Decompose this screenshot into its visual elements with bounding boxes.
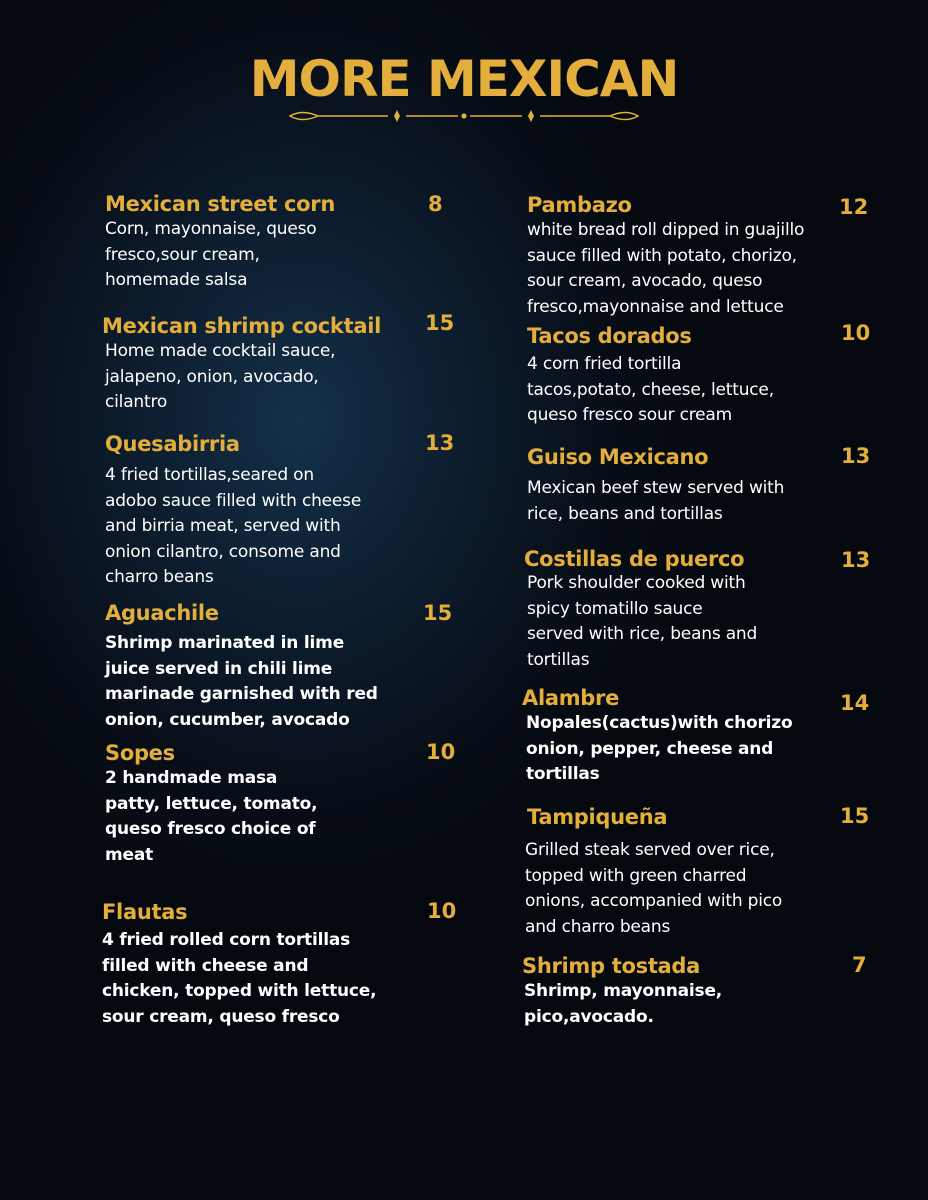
item-price: 15 [425,311,455,335]
item-name: Sopes [105,741,175,765]
item-name: Quesabirria [105,432,240,456]
item-name: Tacos dorados [527,324,692,348]
menu-item-mexican-street-corn [105,191,335,294]
item-name: Mexican street corn [105,192,335,216]
menu-item-costillas-de-puerco [524,547,757,673]
title-divider-ornament [288,108,640,124]
item-price: 15 [840,804,870,828]
item-description: 4 fried rolled corn tortillas filled with cheese and chicken, topped with lettuce, sour cream, queso fresco [102,930,377,1027]
item-description: Pork shoulder cooked with spicy tomatillo sauce served with rice, beans and tortillas [527,573,758,670]
menu-item-tampiquena [527,804,782,940]
item-price: 8 [428,192,443,216]
page-title: MORE MEXICAN [249,50,679,108]
menu-item-mexican-shrimp-cocktail [102,313,381,416]
item-name: Aguachile [105,601,219,625]
item-price: 13 [841,548,871,572]
item-description: Home made cocktail sauce, jalapeno, onion, avocado, cilantro [105,341,336,412]
item-name: Alambre [522,686,620,710]
item-name: Mexican shrimp cocktail [102,314,381,338]
menu-item-pambazo [527,192,804,320]
menu-item-sopes [105,740,317,868]
item-description: Shrimp, mayonnaise, pico,avocado. [524,981,723,1027]
item-name: Guiso Mexicano [527,445,709,469]
item-description: 2 handmade masa patty, lettuce, tomato, queso fresco choice of meat [105,768,318,865]
item-price: 10 [427,899,457,923]
menu-item-tacos-dorados [527,323,774,429]
menu-item-quesabirria [105,431,361,591]
item-description: Shrimp marinated in lime juice served in chili lime marinade garnished with red onion, cucumber, avocado [105,633,378,730]
menu-item-aguachile [105,600,378,733]
item-price: 10 [426,740,456,764]
menu-item-guiso-mexicano [527,444,784,527]
item-name: Shrimp tostada [522,954,701,978]
item-name: Flautas [102,900,188,924]
item-price: 12 [839,195,869,219]
menu-item-shrimp-tostada [522,953,722,1030]
item-name: Pambazo [527,193,632,217]
item-price: 15 [423,601,453,625]
item-price: 10 [841,321,871,345]
item-description: 4 corn fried tortilla tacos,potato, cheese, lettuce, queso fresco sour cream [527,354,774,425]
item-description: Corn, mayonnaise, queso fresco,sour cream, homemade salsa [105,219,317,290]
item-description: Mexican beef stew served with rice, beans and tortillas [527,478,785,524]
item-price: 13 [425,431,455,455]
item-description: Nopales(cactus)with chorizo onion, pepper, cheese and tortillas [526,713,793,784]
item-price: 14 [840,691,870,715]
item-price: 13 [841,444,871,468]
item-description: Grilled steak served over rice, topped with green charred onions, accompanied with pico and charro beans [525,840,783,937]
menu-item-flautas [102,899,376,1030]
item-description: 4 fried tortillas,seared on adobo sauce filled with cheese and birria meat, served with onion cilantro, consome and charro beans [105,465,362,587]
item-price: 7 [852,953,867,977]
item-name: Tampiqueña [527,805,668,829]
menu-item-alambre [522,685,792,788]
item-description: white bread roll dipped in guajillo sauce filled with potato, chorizo, sour cream, avocado, queso fresco,mayonnaise and lettuce [527,220,805,317]
item-name: Costillas de puerco [524,547,745,571]
